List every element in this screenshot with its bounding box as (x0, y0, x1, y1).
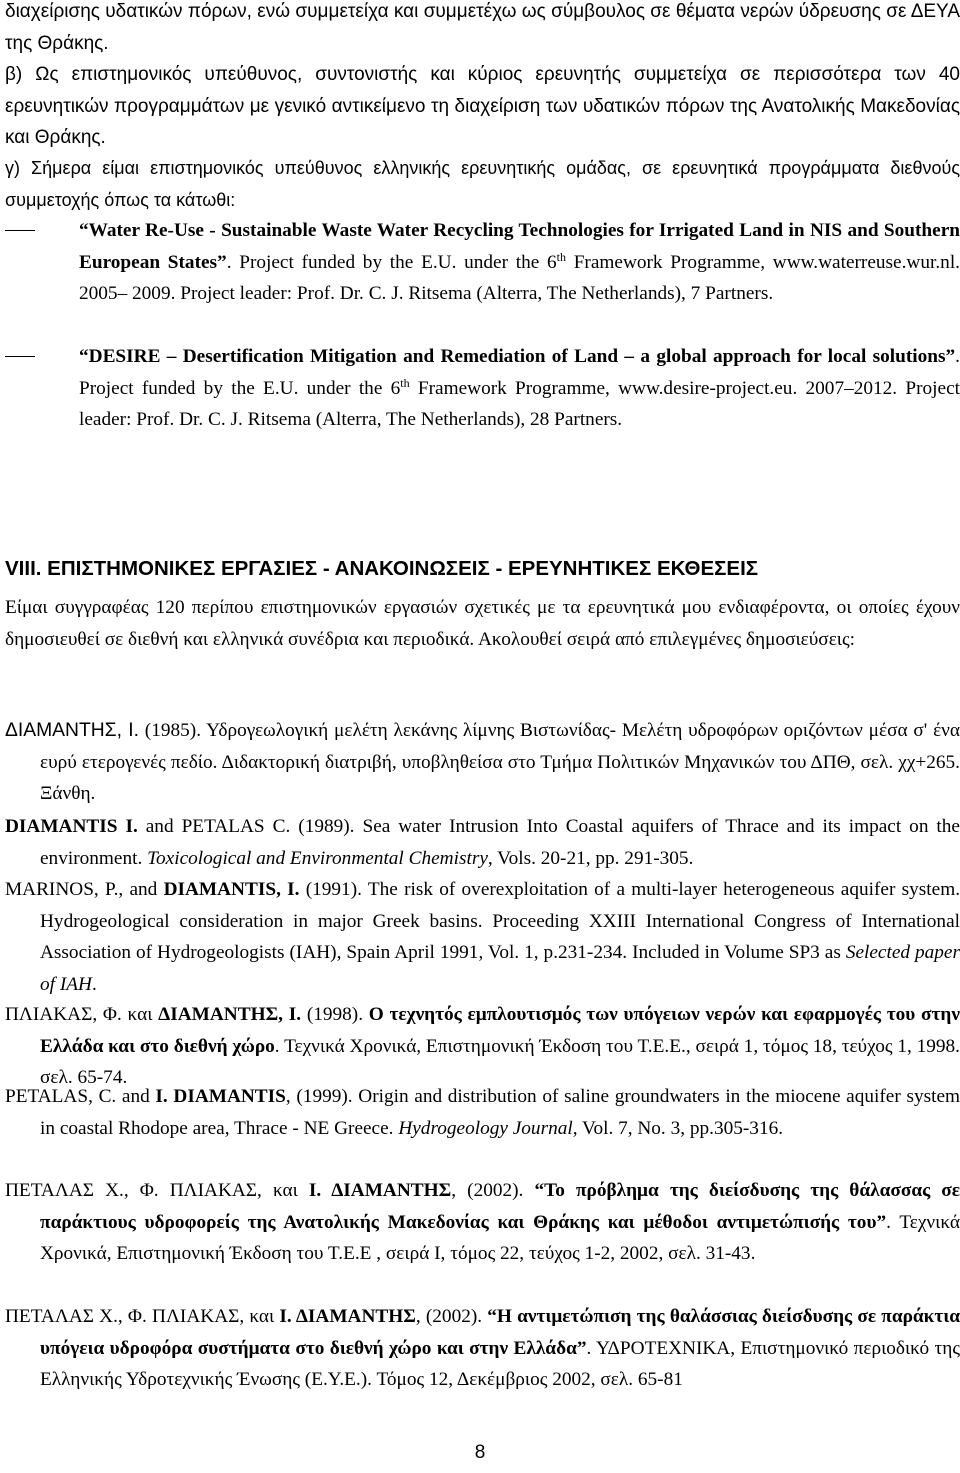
reference-tail: . Τεχνικά Χρονικά, Επιστημονική Έκδοση του Τ.Ε.Ε , σειρά Ι, τόμος 22, τεύχος 1-2, 2002, σελ. 31-43. (40, 1211, 960, 1264)
reference-journal: Toxicological and Environmental Chemistry (147, 847, 488, 869)
reference-title: “Η αντιμετώπιση της θαλάσσιας διείσδυσης σε παράκτια υπόγεια υδροφόρα συστήματα στο διεθνή χώρο και στην Ελλάδα” (40, 1306, 960, 1359)
section-heading (5, 553, 960, 585)
reference-text: (1998). (301, 1004, 369, 1025)
intro-text-b: β) Ως επιστημονικός υπεύθυνος, συντονιστής και κύριος ερευνητής συμμετείχα σε περισσότερα των 40 ερευνητικών προγραμμάτων με γενικό αντικείμενο τη διαχείριση των υδατικών πόρων της Ανατολικής Μακεδονίας και Θράκης. (5, 64, 960, 148)
reference-journal: Hydrogeology Journal (398, 1117, 573, 1139)
project-details: Framework Programme, www.desire-project.eu. 2007–2012. Project leader: Prof. Dr. C. J. Ritsema (Alterra, The Netherlands), 28 Partners. (79, 377, 960, 430)
superscript: th (400, 375, 410, 390)
section-number: VIII. (5, 557, 42, 580)
reference-authors-2: I. DIAMANTIS (155, 1086, 286, 1107)
reference-authors: PETALAS, C. (5, 1086, 117, 1107)
reference-conjunction: και (121, 1004, 159, 1025)
reference-authors: ΠΕΤΑΛΑΣ Χ., Φ. ΠΛΙΑΚΑΣ (5, 1180, 258, 1201)
project-item-desire (5, 341, 960, 436)
reference-conjunction: and (116, 1086, 156, 1107)
reference-item (5, 1081, 960, 1144)
project-title: “Water Re-Use - Sustainable Waste Water Recycling Technologies for Irrigated Land in NIS and Southern European States” (79, 220, 960, 273)
intro-text-c: γ) Σήμερα είμαι επιστημονικός υπεύθυνος ελληνικής ερευνητικής ομάδας, σε ερευνητικά προγράμματα διεθνούς συμμετοχής όπως τα κάτωθι: (5, 158, 960, 210)
reference-tail: , Vols. 20-21, pp. 291-305. (487, 847, 694, 869)
intro-paragraph-a (5, 0, 960, 59)
reference-authors-2: ΔΙΑΜΑΝΤΗΣ, Ι. (158, 1004, 302, 1025)
reference-tail: . ΥΔΡΟΤΕΧΝΙΚΑ, Επιστημονικό περιοδικό της Ελληνικής Υδροτεχνικής Ένωσης (Ε.Υ.Ε.). Τόμος 12, Δεκέμβριος 2002, σελ. 65-81 (40, 1337, 960, 1390)
reference-authors-2: Ι. ΔΙΑΜΑΝΤΗΣ (308, 1180, 452, 1201)
reference-authors: MARINOS, P. (5, 879, 119, 900)
dash-bullet-icon (5, 230, 35, 231)
reference-authors: DIAMANTIS I. (5, 816, 138, 837)
reference-item (5, 715, 960, 810)
reference-item (5, 999, 960, 1094)
reference-authors: ΠΕΤΑΛΑΣ Χ., Φ. ΠΛΙΑΚΑΣ (5, 1306, 240, 1327)
reference-text: , (2002). (415, 1306, 488, 1327)
project-details: Framework Programme, www.waterreuse.wur.nl. 2005– 2009. Project leader: Prof. Dr. C. J. Ritsema (Alterra, The Netherlands), 7 Partners. (79, 251, 960, 304)
section-title: ΕΠΙΣΤΗΜΟΝΙΚΕΣ ΕΡΓΑΣΙΕΣ - ΑΝΑΚΟΙΝΩΣΕΙΣ - ΕΡΕΥΝΗΤΙΚΕΣ ΕΚΘΕΣΕΙΣ (41, 557, 759, 580)
reference-item (5, 811, 960, 874)
page-number: 8 (474, 1442, 486, 1463)
intro-paragraph-c (5, 153, 960, 216)
reference-item (5, 1175, 960, 1270)
project-funding: . Project funded by the E.U. under the 6 (79, 346, 960, 399)
reference-item (5, 874, 960, 1000)
reference-tail: . (91, 973, 97, 995)
reference-authors: ΔΙΑΜΑΝΤΗΣ, Ι. (5, 720, 139, 741)
reference-text: , (2002). (451, 1180, 535, 1201)
reference-item (5, 1301, 960, 1396)
reference-text: (1985). Υδρογεωλογική μελέτη λεκάνης λίμνης Βιστωνίδας- Μελέτη υδροφόρων οριζόντων μέσα σ' ένα ευρύ ετερογενές πεδίο. Διδακτορική διατριβή, υποβληθείσα στο Τμήμα Πολιτικών Μηχανικών του ΔΠΘ, σελ. χχ+265. Ξάνθη. (40, 720, 960, 804)
reference-tail: , Vol. 7, No. 3, pp.305-316. (572, 1117, 784, 1139)
section-intro-text: Είμαι συγγραφέας 120 περίπου επιστημονικών εργασιών σχετικές με τα ερευνητικά μου ενδιαφέροντα, οι οποίες έχουν δημοσιευθεί σε διεθνή και ελληνικά συνέδρια και περιοδικά. Ακολουθεί σειρά από επιλεγμένες δημοσιεύσεις: (5, 597, 960, 650)
reference-text: (1989). Sea water Intrusion Into Coastal aquifers of Thrace and its impact on the environment. (40, 816, 960, 869)
intro-paragraph-b (5, 59, 960, 154)
reference-title: Ο τεχνητός εμπλουτισμός των υπόγειων νερών και εφαρμογές του στην Ελλάδα και στο διεθνή χώρο (40, 1004, 960, 1057)
reference-conjunction: , and (118, 879, 164, 900)
reference-tail: . Τεχνικά Χρονικά, Επιστημονική Έκδοση του Τ.Ε.Ε., σειρά 1, τόμος 18, τεύχος 1, 1998. σελ. 65-74. (40, 1035, 960, 1088)
project-title: “DESIRE – Desertification Mitigation and Remediation of Land – a global approach for local solutions” (79, 346, 956, 367)
reference-journal: Selected paper of IAH (40, 942, 960, 995)
reference-conjunction: , και (257, 1180, 309, 1201)
reference-authors: ΠΛΙΑΚΑΣ, Φ. (5, 1004, 122, 1025)
reference-text: , (1999). Origin and distribution of saline groundwaters in the miocene aquifer system in coastal Rhodope area, Thrace - NE Greece. (40, 1086, 960, 1139)
reference-authors-2: PETALAS C. (181, 816, 291, 837)
reference-authors-2: Ι. ΔΙΑΜΑΝΤΗΣ (279, 1306, 416, 1327)
project-text (79, 215, 960, 310)
section-intro (5, 592, 960, 655)
intro-text-a: διαχείρισης υδατικών πόρων, ενώ συμμετείχα και συμμετέχω ως σύμβουλος σε θέματα νερών ύδρευσης σε ΔΕΥΑ της Θράκης. (5, 1, 960, 54)
superscript: th (556, 249, 566, 264)
reference-text: (1991). The risk of overexploitation of a multi-layer heterogeneous aquifer system. Hydrogeological consideration in major Greek basins. Proceeding XXIII International Congress of International Association of Hydrogeologists (IAH), Spain April 1991, Vol. 1, p.231-234. Included in Volume SP3 as (40, 879, 960, 963)
reference-authors-2: DIAMANTIS, I. (163, 879, 300, 900)
reference-title: “Το πρόβλημα της διείσδυσης της θάλασσας σε παράκτιους υδροφορείς της Ανατολικής Μακεδονίας και Θράκης και μέθοδοι αντιμετώπισής του” (40, 1180, 960, 1233)
reference-conjunction: and (137, 816, 182, 837)
project-funding: . Project funded by the E.U. under the 6 (226, 251, 557, 273)
project-item-water-reuse (5, 215, 960, 310)
project-text (79, 341, 960, 436)
dash-bullet-icon (5, 356, 35, 357)
reference-conjunction: , και (239, 1306, 280, 1327)
